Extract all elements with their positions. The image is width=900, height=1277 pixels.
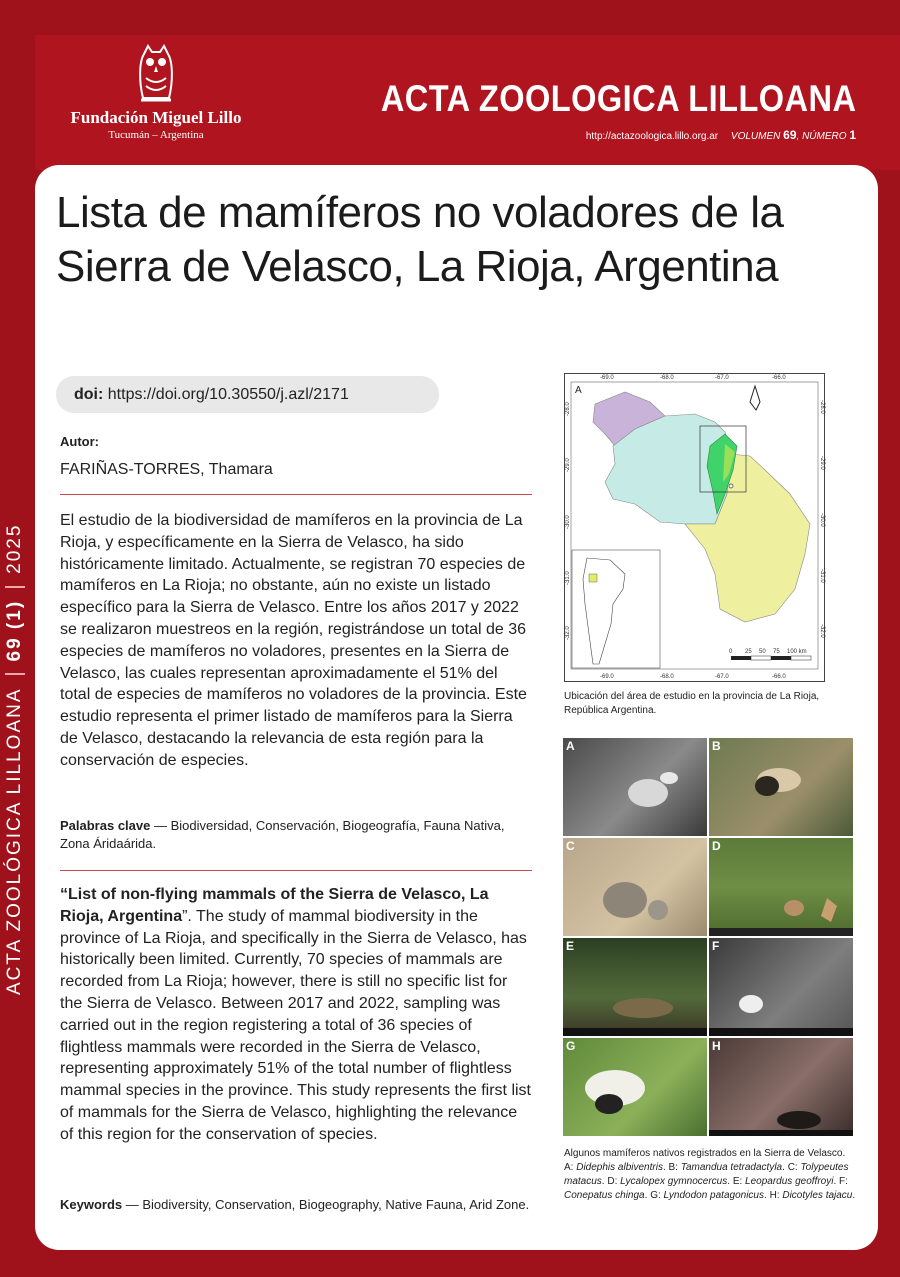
keywords-en-text: — Biodiversity, Conservation, Biogeography, Native Fauna, Arid Zone. <box>122 1197 530 1212</box>
species-separator: . <box>764 1190 770 1201</box>
map-bottom-tick: -69.0 <box>600 674 614 680</box>
article-title: Lista de mamíferos no voladores de la Sierra de Velasco, La Rioja, Argentina <box>56 188 784 291</box>
species-separator: . <box>782 1162 788 1173</box>
sidebar-year: 2025 <box>4 523 25 574</box>
species-letter: C: <box>787 1162 801 1173</box>
org-place: Tucumán – Argentina <box>108 129 204 141</box>
species-letter: E: <box>732 1176 746 1187</box>
map-right-tick: -31.0 <box>819 569 825 583</box>
photo-lyncodon <box>563 1038 707 1136</box>
map-top-tick: -66.0 <box>772 375 786 381</box>
photo-leopardus <box>563 938 707 1036</box>
species-caption-list <box>564 1162 855 1201</box>
species-name: Conepatus chinga <box>564 1190 645 1201</box>
volume-number: 69 <box>783 128 797 142</box>
photo-label: C <box>566 839 575 853</box>
species-letter: B: <box>668 1162 681 1173</box>
species-separator: . <box>662 1162 669 1173</box>
la-rioja-locator <box>589 574 597 582</box>
doi-label: doi: <box>74 386 104 403</box>
map-bottom-tick: -67.0 <box>715 674 729 680</box>
abstract-english <box>60 884 532 1146</box>
volume-line: http://actazoologica.lillo.org.ar VOLUMEN 69, NÚMERO 1 <box>585 128 856 142</box>
number-label: NÚMERO <box>802 131 847 142</box>
species-letter: A: <box>564 1162 577 1173</box>
photo-label: A <box>566 739 575 753</box>
species-letter: H: <box>769 1190 783 1201</box>
scale-tick: 100 km <box>787 649 807 655</box>
sidebar-label <box>4 375 30 995</box>
map-panel-label: A <box>575 385 582 396</box>
species-name: Tolypeutes matacus <box>564 1162 849 1187</box>
map-right-tick: -28.0 <box>819 400 825 414</box>
species-name: Dicotyles tajacu <box>782 1190 853 1201</box>
map-left-tick: -31.0 <box>565 571 571 585</box>
doi-link[interactable]: https://doi.org/10.30550/j.azl/2171 <box>107 386 349 403</box>
photo-tamandua <box>709 738 853 836</box>
map-right-tick: -30.0 <box>819 513 825 527</box>
volume-label: VOLUMEN <box>730 131 781 142</box>
photo-conepatus <box>709 938 853 1036</box>
sidebar-journal: ACTA ZOOLÓGICA LILLOANA <box>4 687 25 995</box>
english-abstract-text: ”. The study of mammal biodiversity in the province of La Rioja, and specifically in the Sierra de Velasco, has historically been limited. Currently, 70 species of mammals are recorded from La Rioja; however, there is still no specific list for the Sierra de Velasco. Between 2017 and 2022, sampling was carried out in the region registering a total of 36 species of flightless mammals were recorded in the Sierra de Velasco, representing approximately 51% of the total number of flightless mammal species in the province. This study represents the first list of mammals for the Sierra de Velasco, highlighting the relevance of this region for the conservation of species. <box>60 907 531 1143</box>
doi-pill[interactable] <box>56 376 439 413</box>
org-name: Fundación Miguel Lillo <box>70 108 242 127</box>
photos-caption <box>564 1147 856 1203</box>
species-name: Lyndodon patagonicus <box>663 1190 764 1201</box>
map-bottom-tick: -68.0 <box>660 674 674 680</box>
keywords-es-label: Palabras clave <box>60 818 151 833</box>
map-left-tick: -29.0 <box>565 458 571 472</box>
photos-caption-intro: Algunos mamíferos nativos registrados en la Sierra de Velasco. <box>564 1148 846 1159</box>
map-top-tick: -67.0 <box>715 375 729 381</box>
species-name: Tamandua tetradactyla <box>680 1162 783 1173</box>
photo-label: D <box>712 839 721 853</box>
divider <box>60 870 532 871</box>
abstract-spanish: El estudio de la biodiversidad de mamíferos en la provincia de La Rioja, y específicamente en la Sierra de Velasco, ha sido históricamente limitado. Actualmente, se registran 70 especies de mamíferos en La Rioja; no obstante, aún no existe un listado específico para la Sierra de Velasco. Entre los años 2017 y 2022 se realizaron muestreos en la región, registrándose un total de 36 especies de mamíferos no voladores, presentes en la Sierra de Velasco, las cuales representan aproximadamente el 51% del total de especies de mamíferos no voladores de la provincia. Este estudio representa el primer listado de mamíferos para la Sierra de Velasco, destacando la relevancia de esta región para la conservación de especies. <box>60 512 527 769</box>
map-left-tick: -28.0 <box>565 402 571 416</box>
sidebar-issue: 69 (1) <box>4 599 25 662</box>
photo-label: H <box>712 1039 721 1053</box>
keywords-english <box>60 1196 530 1214</box>
issue-number: 1 <box>849 128 856 142</box>
map-left-tick: -30.0 <box>565 515 571 529</box>
map-caption: Ubicación del área de estudio en la provincia de La Rioja, República Argentina. <box>564 691 820 716</box>
species-name: Didephis albiventris <box>576 1162 663 1173</box>
species-name: Lycalopex gymnocercus <box>620 1176 728 1187</box>
journal-title: ACTA ZOOLOGICA LILLOANA <box>380 78 856 119</box>
species-letter: F: <box>839 1176 848 1187</box>
map-left-tick: -32.0 <box>565 626 571 640</box>
photo-label: B <box>712 739 721 753</box>
species-letter: D: <box>607 1176 621 1187</box>
photo-dicotyles <box>709 1038 853 1136</box>
photo-label: E <box>566 939 575 953</box>
scale-tick: 25 <box>745 649 752 655</box>
keywords-en-label: Keywords <box>60 1197 123 1212</box>
photo-label: G <box>566 1039 576 1053</box>
species-separator: . <box>852 1190 856 1201</box>
photo-didelphis <box>563 738 707 836</box>
english-title: “List of non-flying mammals of the Sierra de Velasco, La Rioja, Argentina <box>60 886 489 925</box>
species-letter: G: <box>650 1190 664 1201</box>
species-separator: . <box>644 1190 651 1201</box>
scale-tick: 50 <box>759 649 766 655</box>
photo-lycalopex <box>709 838 853 936</box>
journal-url[interactable]: http://actazoologica.lillo.org.ar <box>585 131 719 142</box>
divider <box>60 494 532 495</box>
photo-label: F <box>712 939 720 953</box>
camera-trap-photo-grid <box>563 738 855 1139</box>
map-top-tick: -68.0 <box>660 375 674 381</box>
scale-tick: 0 <box>729 649 733 655</box>
species-separator: . <box>727 1176 733 1187</box>
keywords-spanish <box>60 817 530 853</box>
author-label: Autor: <box>60 434 99 449</box>
owl-logo-icon <box>135 42 177 106</box>
species-separator: . <box>833 1176 840 1187</box>
scale-tick: 75 <box>773 649 780 655</box>
map-right-tick: -32.0 <box>819 624 825 638</box>
species-separator: . <box>601 1176 608 1187</box>
photo-tolypeutes <box>563 838 707 936</box>
foundation-logo <box>56 42 256 152</box>
species-name: Leopardus geoffroyi <box>745 1176 834 1187</box>
study-area-map <box>564 373 825 682</box>
map-top-tick: -69.0 <box>600 375 614 381</box>
map-right-tick: -29.0 <box>819 456 825 470</box>
keywords-es-text: — Biodiversidad, Conservación, Biogeografía, Fauna Nativa, Zona Áridaárida. <box>60 818 505 851</box>
map-location-point <box>729 484 733 488</box>
map-bottom-tick: -66.0 <box>772 674 786 680</box>
author-name: FARIÑAS-TORRES, Thamara <box>60 461 273 478</box>
